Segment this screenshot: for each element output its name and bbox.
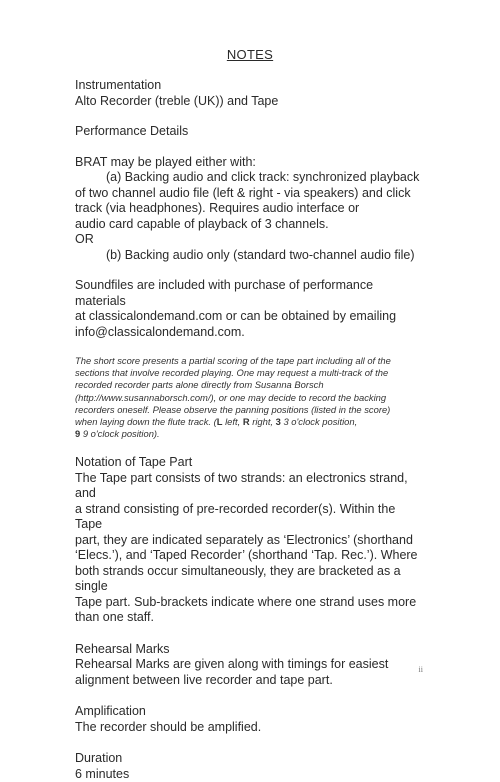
rehearsal-line-2: alignment between live recorder and tape part. bbox=[75, 672, 333, 687]
score-note-line-2: sections that involve recorded playing. One may request a multi-track of the bbox=[75, 367, 389, 379]
notes-body bbox=[75, 78, 420, 782]
soundfiles-line-3: info@classicalondemand.com. bbox=[75, 324, 245, 339]
soundfiles-line-1: Soundfiles are included with purchase of performance materials bbox=[75, 278, 374, 308]
score-note-line-7 bbox=[75, 428, 420, 440]
tape-line-7: than one staff. bbox=[75, 610, 154, 625]
duration-section bbox=[75, 751, 420, 782]
performance-heading: Performance Details bbox=[75, 124, 189, 138]
score-note-line-1: The short score presents a partial scoring of the tape part including all of the bbox=[75, 355, 391, 366]
tape-line-3: part, they are indicated separately as ‘Electronics’ (shorthand bbox=[75, 532, 413, 547]
score-note-line-6d: 3 o'clock position, bbox=[280, 416, 358, 428]
amplification-section bbox=[75, 704, 420, 735]
rehearsal-heading: Rehearsal Marks bbox=[75, 641, 170, 656]
tape-line-6: Tape part. Sub-brackets indicate where one strand uses more bbox=[75, 594, 417, 609]
tape-line-2: a strand consisting of pre-recorded recorder(s). Within the Tape bbox=[75, 501, 396, 532]
score-note-line-6c: right, bbox=[249, 416, 276, 428]
page-title: NOTES bbox=[226, 47, 274, 62]
rehearsal-line-1: Rehearsal Marks are given along with timings for easiest bbox=[75, 657, 389, 672]
or-label: OR bbox=[75, 232, 94, 246]
instrumentation-section bbox=[75, 78, 420, 109]
option-a-line-2: of two channel audio file (left & right - via speakers) and click bbox=[75, 185, 411, 200]
score-note bbox=[75, 355, 420, 440]
performance-intro: BRAT may be played either with: bbox=[75, 154, 256, 169]
page-number: ii bbox=[418, 665, 423, 674]
soundfiles-section bbox=[75, 278, 420, 340]
score-note-line-7-text: 9 o'clock position). bbox=[80, 428, 160, 440]
option-a-line-4: audio card capable of playback of 3 channels. bbox=[75, 216, 329, 231]
duration-text: 6 minutes bbox=[75, 766, 130, 781]
score-note-line-6a: when laying down the flute track. ( bbox=[75, 416, 217, 428]
nine-oclock-marker: 9 bbox=[75, 428, 81, 440]
instrumentation-text: Alto Recorder (treble (UK)) and Tape bbox=[75, 93, 279, 108]
three-oclock-marker: 3 bbox=[275, 416, 281, 428]
soundfiles-line-2: at classicalondemand.com or can be obtained by emailing bbox=[75, 309, 397, 323]
tape-line-4: ‘Elecs.’), and ‘Taped Recorder’ (shorthand ‘Tap. Rec.’). Where bbox=[75, 548, 418, 563]
option-b: (b) Backing audio only (standard two-channel audio file) bbox=[106, 247, 415, 262]
instrumentation-heading: Instrumentation bbox=[75, 78, 162, 92]
score-note-line-3: recorded recorder parts alone directly from Susanna Borsch bbox=[75, 379, 324, 391]
score-note-line-4: (http://www.susannaborsch.com/), or one may decide to record the backing bbox=[75, 391, 387, 403]
amplification-text: The recorder should be amplified. bbox=[75, 719, 262, 734]
score-note-line-5: recorders oneself. Please observe the panning positions (listed in the score) bbox=[75, 403, 391, 415]
performance-section bbox=[75, 124, 420, 263]
option-a-line-3: track (via headphones). Requires audio interface or bbox=[75, 201, 360, 215]
duration-heading: Duration bbox=[75, 751, 123, 766]
tape-section bbox=[75, 455, 420, 626]
tape-line-1: The Tape part consists of two strands: an electronics strand, and bbox=[75, 470, 408, 501]
tape-heading: Notation of Tape Part bbox=[75, 455, 193, 470]
rehearsal-section bbox=[75, 642, 420, 689]
right-marker: R bbox=[242, 416, 250, 428]
tape-line-5: both strands occur simultaneously, they are bracketed as a single bbox=[75, 563, 401, 594]
amplification-heading: Amplification bbox=[75, 704, 146, 719]
option-a-line-1: (a) Backing audio and click track: synchronized playback bbox=[106, 170, 420, 184]
score-note-line-6b: left, bbox=[222, 416, 243, 428]
score-note-line-6 bbox=[75, 416, 420, 428]
left-marker: L bbox=[216, 416, 223, 428]
